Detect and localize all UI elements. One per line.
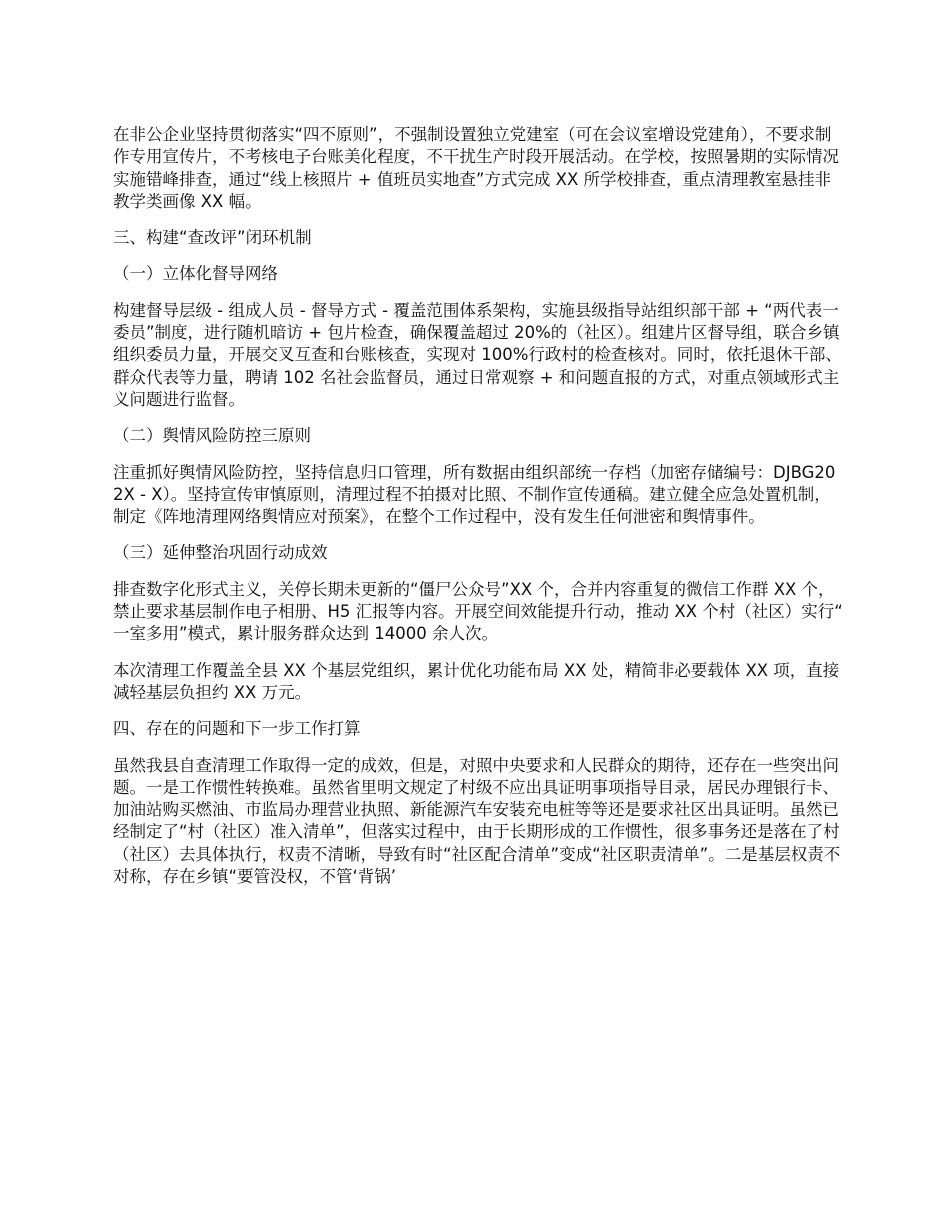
paragraph-public-opinion-risk: 注重抓好舆情风险防控，坚持信息归口管理，所有数据由组织部统一存档（加密存储编号：DJBG202X - X）。坚持宣传审慎原则，清理过程不拍摄对比照、不制作宣传通稿。建立健全应急处置机制，制定《阵地清理网络舆情应对预案》，在整个工作过程中，没有发生任何泄密和舆情事件。 (113, 462, 836, 527)
paragraph-nonpublic-enterprise-and-school: 在非公企业坚持贯彻落实“四不原则”，不强制设置独立党建室（可在会议室增设党建角），不要求制作专用宣传片，不考核电子台账美化程度，不干扰生产时段开展活动。在学校，按照暑期的实际情况实施错峰排查，通过“线上核照片 + 值班员实地查”方式完成 XX 所学校排查，重点清理教室悬挂非教学类画像 XX 幅。 (113, 125, 839, 211)
paragraph-digital-formalism: 排查数字化形式主义，关停长期未更新的“僵尸公众号”XX 个，合并内容重复的微信工作群 XX 个，禁止要求基层制作电子相册、H5 汇报等内容。开展空间效能提升行动，推动 XX 个村（社区）实行“一室多用”模式，累计服务群众达到 14000 余人次。 (113, 579, 843, 644)
paragraph-supervision-network: 构建督导层级 - 组成人员 - 督导方式 - 覆盖范围体系架构，实施县级指导站组织部干部 + “两代表一委员”制度，进行随机暗访 + 包片检查，确保覆盖超过 20%的（社区）。组建片区督导组，联合乡镇组织委员力量，开展交叉互查和台账核查，实现对 100%行政村的检查核对。同时，依托退休干部、群众代表等力量，聘请 102 名社会监督员，通过日常观察 + 和问题直报的方式，对重点领域形式主义问题进行监督。 (113, 300, 842, 409)
section-heading-4: 四、存在的问题和下一步工作打算 (113, 719, 361, 739)
subsection-heading-3-3: （三）延伸整治巩固行动成效 (113, 543, 328, 563)
document-body (113, 124, 843, 902)
section-heading-3: 三、构建“查改评”闭环机制 (113, 228, 312, 248)
paragraph-existing-problems: 虽然我县自查清理工作取得一定的成效，但是，对照中央要求和人民群众的期待，还存在一些突出问题。一是工作惯性转换难。虽然省里明文规定了村级不应出具证明事项指导目录，居民办理银行卡、加油站购买燃油、市监局办理营业执照、新能源汽车安装充电桩等等还是要求社区出具证明。虽然已经制定了“村（社区）准入清单”，但落实过程中，由于长期形成的工作惯性，很多事务还是落在了村（社区）去具体执行，权责不清晰，导致有时“社区配合清单”变成“社区职责清单”。二是基层权责不对称，存在乡镇“要管没权，不管‘背锅’ (113, 755, 841, 887)
subsection-heading-3-1: （一）立体化督导网络 (113, 264, 278, 284)
subsection-heading-3-2: （二）舆情风险防控三原则 (113, 426, 311, 446)
paragraph-cleanup-summary: 本次清理工作覆盖全县 XX 个基层党组织，累计优化功能布局 XX 处，精简非必要载体 XX 项，直接减轻基层负担约 XX 万元。 (113, 660, 840, 702)
